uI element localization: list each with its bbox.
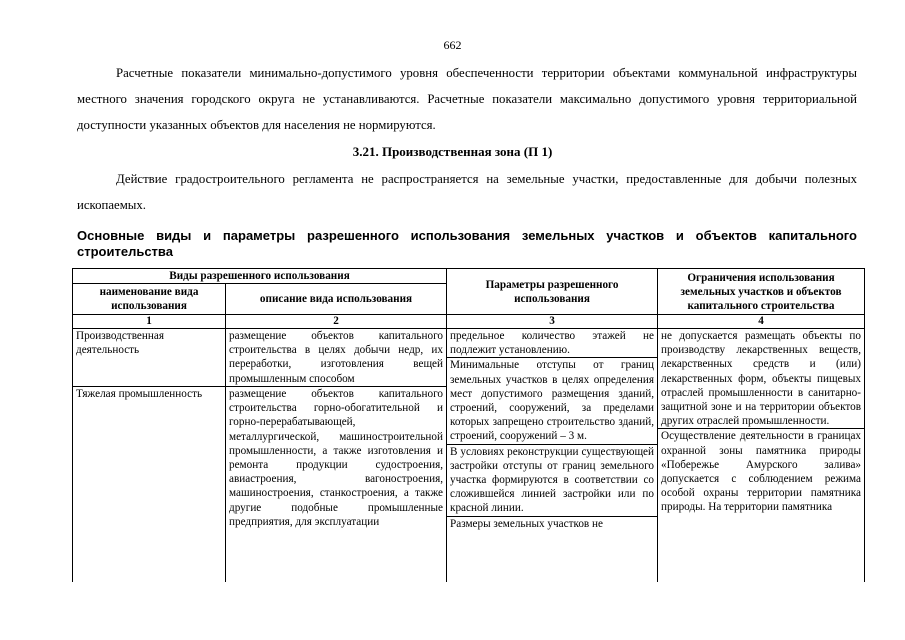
header-desc-cell: описание вида использования <box>226 284 447 315</box>
header-row-1 <box>73 269 865 284</box>
use-description: размещение объектов капитального строительства в целях добычи недр, их переработки, изготовления вещей промышленным способом <box>229 330 444 385</box>
section-heading: 3.21. Производственная зона (П 1) <box>352 144 553 159</box>
section-paragraph: Действие градостроительного регламента не распространяется на земельные участки, предоставленные для добычи полезных ископаемых. <box>77 172 857 212</box>
parameter-text: В условиях реконструкции существующей застройки отступы от границ земельного участка формируются в соответствии со сложившейся линией застройки или по красной линии. <box>447 445 657 517</box>
header-name-cell: наименование вида использования <box>73 284 226 315</box>
parameters-cell <box>447 329 658 583</box>
use-name: Производственная деятельность <box>76 330 164 357</box>
intro-paragraph: Расчетные показатели минимально-допустимого уровня обеспеченности территории объектами коммунальной инфраструктуры местного значения городского округа не устанавливаются. Расчетные показатели максимально допустимого уровня территориальной доступности указанных объектов для населения не нормируются. <box>77 66 857 132</box>
limit-text: Осуществление деятельности в границах охранной зоны памятника природы «Побережье Амурского залива» допускается с соблюдением режима особой охраны территории памятника природы. На территории памятника <box>661 430 862 514</box>
column-number: 4 <box>658 315 865 329</box>
use-name-cell <box>73 329 226 583</box>
parameter-text: предельное количество этажей не подлежит установлению. <box>447 329 657 358</box>
use-name: Тяжелая промышленность <box>73 386 225 401</box>
column-number: 2 <box>226 315 447 329</box>
header-params-cell: Параметры разрешенного использования <box>447 269 658 315</box>
regulations-table <box>72 268 865 582</box>
parameter-text: Минимальные отступы от границ земельных участков в целях определения мест допустимого размещения зданий, строений, сооружений, за пределами которых запрещено строительство зданий, строений, сооружений – 3 м. <box>447 358 657 444</box>
header-group-cell: Виды разрешенного использования <box>73 269 447 284</box>
use-description: размещение объектов капитального строительства горно-обогатительной и горно-перерабатывающей, металлургической, машиностроительной промышленности, а также изготовления и ремонта продукции судостроения, авиастроения, вагоностроения, машиностроения, станкостроения, а также другие подобные промышленные предприятия, для эксплуатации <box>226 386 446 529</box>
page-number: 662 <box>443 38 462 52</box>
table-heading: Основные виды и параметры разрешенного использования земельных участков и объектов капитального строительства <box>77 228 857 259</box>
header-limits-cell: Ограничения использования земельных участков и объектов капитального строительства <box>658 269 865 315</box>
column-number: 3 <box>447 315 658 329</box>
limit-text: не допускается размещать объекты по производству лекарственных веществ, лекарственных средств и (или) лекарственных форм, объекты пищевых отраслей промышленности в санитарно-защитной зоне и на территории объектов других отраслей промышленности. <box>658 329 864 429</box>
table-row <box>73 329 865 583</box>
column-number-row <box>73 315 865 329</box>
parameter-text: Размеры земельных участков не <box>450 517 603 530</box>
limits-cell <box>658 329 865 583</box>
use-description-cell <box>226 329 447 583</box>
column-number: 1 <box>73 315 226 329</box>
